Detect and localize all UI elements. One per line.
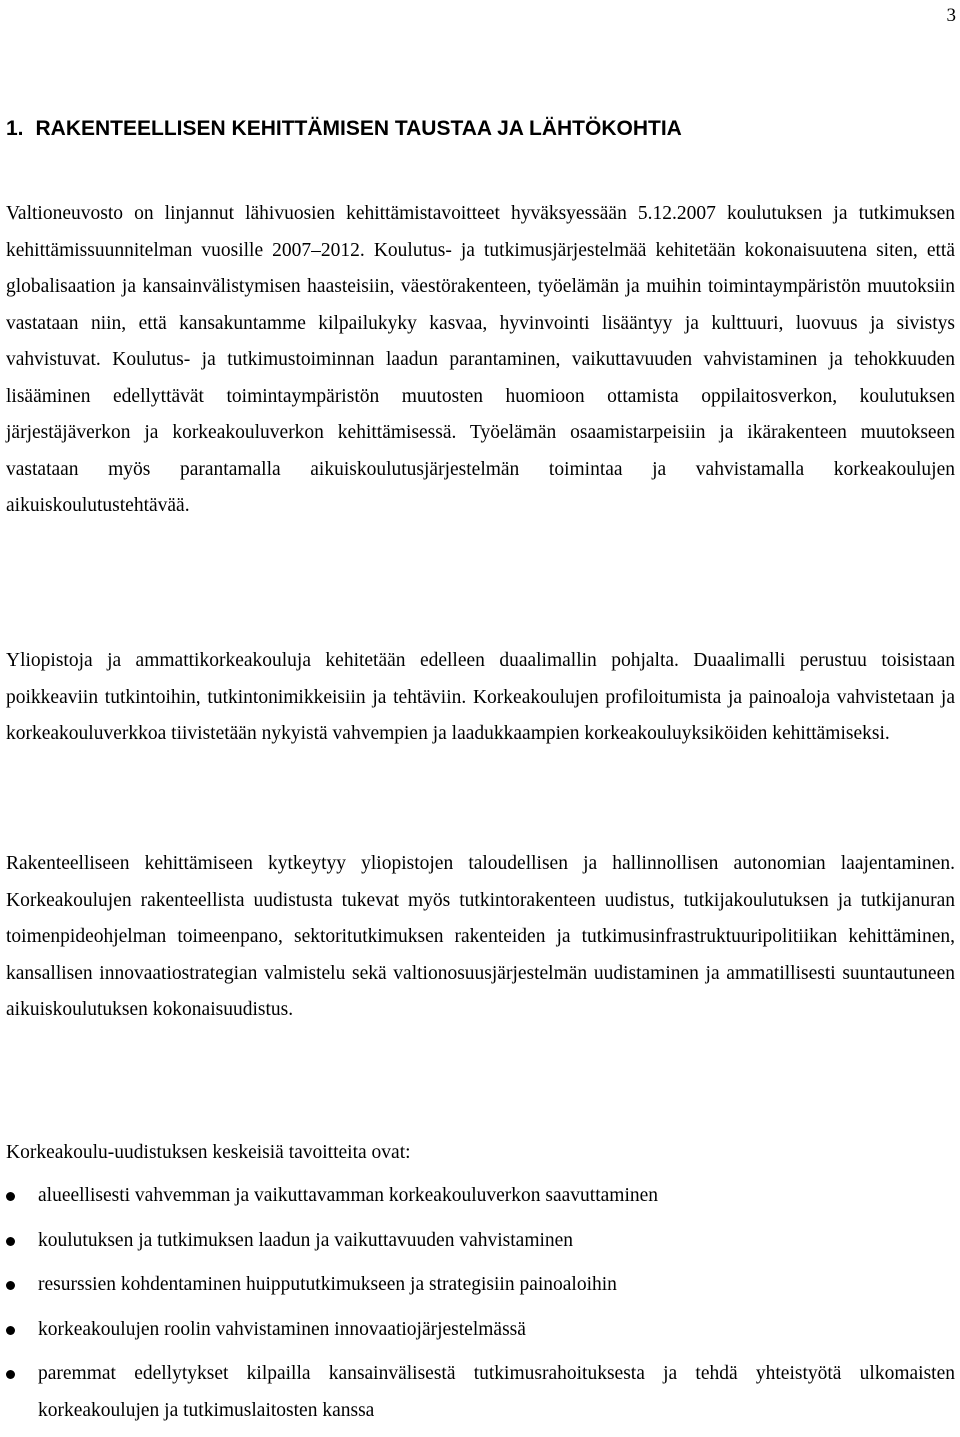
paragraph-goals-intro: Korkeakoulu-uudistuksen keskeisiä tavoitteita ovat: (6, 1142, 411, 1163)
list-item-text: resurssien kohdentaminen huippututkimukseen ja strategisiin painoaloihin (38, 1274, 617, 1295)
paragraph-dual-model: Yliopistoja ja ammattikorkeakouluja kehitetään edelleen duaalimallin pohjalta. Duaalimalli perustuu toisistaan poikkeaviin tutkintoihin, tutkintonimikkeisiin ja tehtäviin. Korkeakoulujen profiloitumista ja painoaloja vahvistetaan ja korkeakouluverkkoa tiivistetään nykyistä vahvempien ja laadukkaampien korkeakouluyksiköiden kehittämiseksi. (6, 650, 955, 744)
section-heading (6, 116, 682, 142)
list-item-text: paremmat edellytykset kilpailla kansainvälisestä tutkimusrahoituksesta ja tehdä yhteistyötä ulkomaisten korkeakoulujen ja tutkimuslaitosten kanssa (38, 1363, 955, 1421)
list-item (6, 1223, 955, 1260)
bullet-icon (6, 1281, 15, 1290)
list-item (6, 1312, 955, 1349)
goals-list (6, 1178, 955, 1437)
page-number: 3 (946, 5, 956, 26)
list-item-text: korkeakoulujen roolin vahvistaminen innovaatiojärjestelmässä (38, 1318, 526, 1340)
list-item (6, 1178, 955, 1215)
list-item (6, 1267, 955, 1304)
bullet-icon (6, 1237, 15, 1246)
paragraph-intro: Valtioneuvosto on linjannut lähivuosien kehittämistavoitteet hyväksyessään 5.12.2007 koulutuksen ja tutkimuksen kehittämissuunnitelman vuosille 2007–2012. Koulutus- ja tutkimusjärjestelmää kehitetään kokonaisuutena siten, että globalisaation ja kansainvälistymisen haasteisiin, väestörakenteen, työelämän ja muihin toimintaympäristön muutoksiin vastataan niin, että kansakuntamme kilpailukyky kasvaa, hyvinvointi lisääntyy ja kulttuuri, luovuus ja sivistys vahvistuvat. Koulutus- ja tutkimustoiminnan laadun parantaminen, vaikuttavuuden vahvistaminen ja tehokkuuden lisääminen edellyttävät toimintaympäristön muutosten huomioon ottamista oppilaitosverkon, koulutuksen järjestäjäverkon ja korkeakouluverkon kehittämisessä. Työelämän osaamistarpeisiin ja ikärakenteen muutokseen vastataan myös parantamalla aikuiskoulutusjärjestelmän toimintaa ja vahvistamalla korkeakoulujen aikuiskoulutustehtävää. (6, 203, 955, 516)
list-item-text: alueellisesti vahvemman ja vaikuttavamman korkeakouluverkon saavuttaminen (38, 1185, 659, 1206)
list-item (6, 1356, 955, 1429)
list-item-text: koulutuksen ja tutkimuksen laadun ja vaikuttavuuden vahvistaminen (38, 1229, 574, 1251)
paragraph-structural-development: Rakenteelliseen kehittämiseen kytkeytyy yliopistojen taloudellisen ja hallinnollisen autonomian laajentaminen. Korkeakoulujen rakenteellista uudistusta tukevat myös tutkintorakenteen uudistus, tutkijakoulutuksen ja tutkijanuran toimenpideohjelman toimeenpano, sektoritutkimuksen rakenteiden ja tutkimusinfrastruktuuripolitiikan kehittäminen, kansallisen innovaatiostrategian valmistelu sekä valtionosuusjärjestelmän uudistaminen ja ammatillisesti suuntautuneen aikuiskoulutuksen kokonaisuudistus. (6, 853, 955, 1020)
section-title: RAKENTEELLISEN KEHITTÄMISEN TAUSTAA JA LÄHTÖKOHTIA (35, 117, 682, 140)
bullet-icon (6, 1192, 15, 1201)
bullet-icon (6, 1370, 15, 1379)
section-number: 1. (6, 117, 24, 140)
bullet-icon (6, 1326, 15, 1335)
